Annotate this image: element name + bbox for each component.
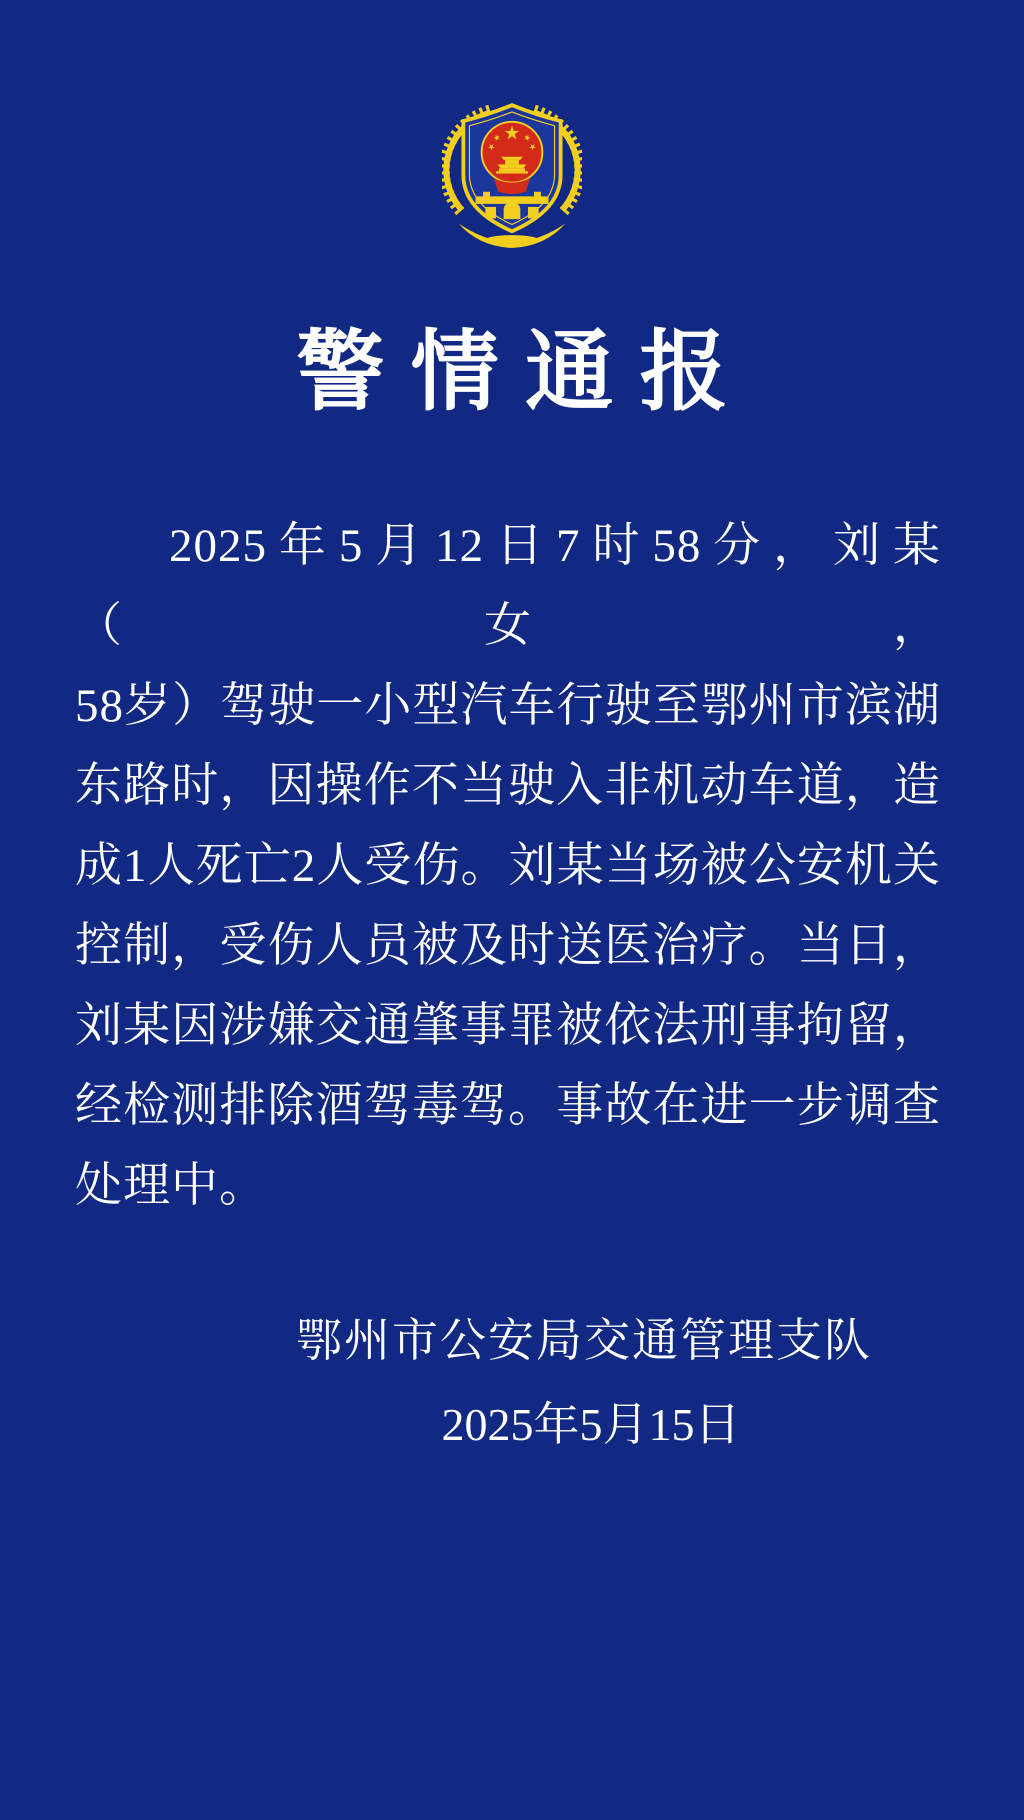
notice-body-line: 处理中。 xyxy=(75,1160,267,1212)
notice-body-line: 控制，受伤人员被及时送医治疗。当日， xyxy=(75,920,941,972)
notice-body-line: 东路时，因操作不当驶入非机动车道，造 xyxy=(75,760,941,812)
issuing-organization: 鄂州市公安局交通管理支队 xyxy=(296,1315,872,1366)
notice-body-line: 58岁）驾驶一小型汽车行驶至鄂州市滨湖 xyxy=(75,680,941,732)
issue-date: 2025年5月15日 xyxy=(441,1399,741,1450)
notice-body-line: 成1人死亡2人受伤。刘某当场被公安机关 xyxy=(75,840,941,892)
notice-body xyxy=(75,506,941,1226)
signature-block xyxy=(296,1313,872,1452)
notice-body-line: 经检测排除酒驾毒驾。事故在进一步调查 xyxy=(75,1080,941,1132)
police-badge-emblem xyxy=(442,96,582,248)
police-badge-icon xyxy=(442,96,582,248)
notice-body-line: 2025年5月12日7时58分，刘某（女， xyxy=(75,520,941,652)
notice-body-line: 刘某因涉嫌交通肇事罪被依法刑事拘留， xyxy=(75,1000,941,1052)
notice-title: 警情通报 xyxy=(296,325,754,422)
